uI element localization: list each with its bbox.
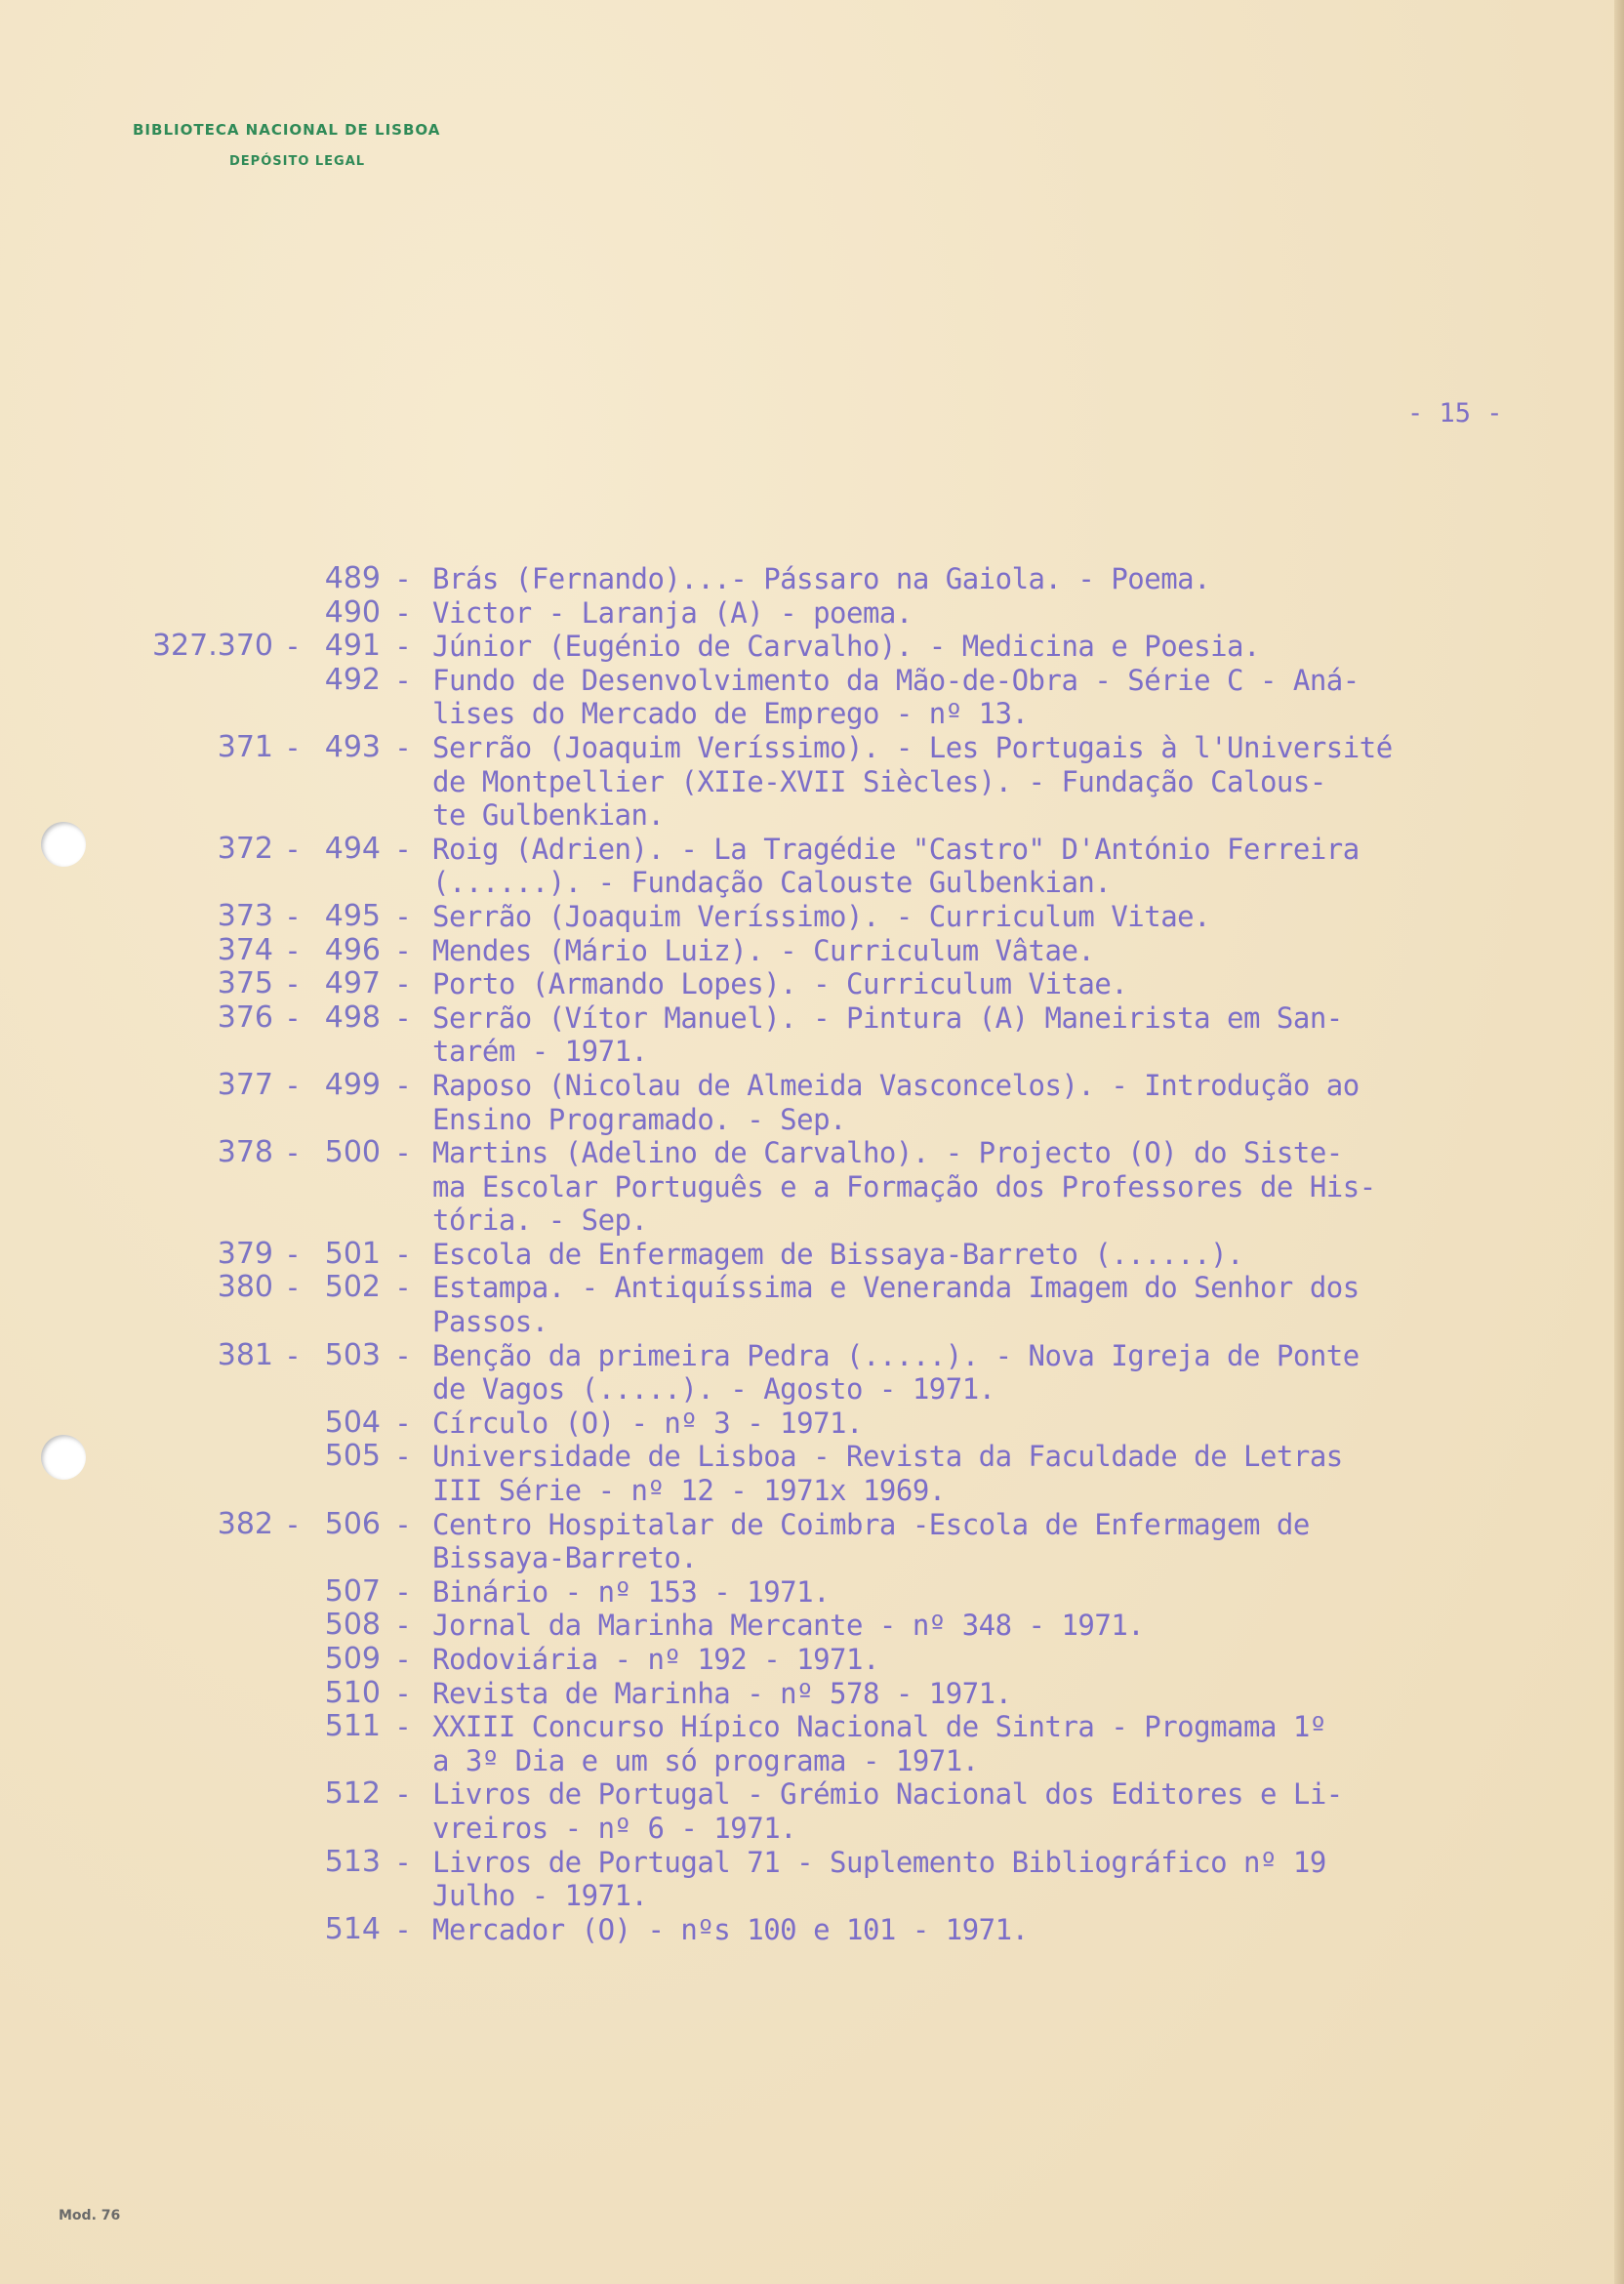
entry-first-line [0,1440,1624,1474]
catalog-entry [0,833,1624,900]
entry-old-number: 327.370 [151,629,273,664]
catalog-entry [0,1575,1624,1610]
entry-continuation-line: de Vagos (.....). - Agosto - 1971. [432,1372,995,1407]
entry-text: Mercador (O) - nºs 100 e 101 - 1971. [432,1912,1029,1946]
entry-continuation-line: tarém - 1971. [432,1035,648,1069]
entry-old-number: 373 [217,898,273,933]
entry-number: 504 [324,1405,381,1440]
catalog-entry [0,664,1624,731]
entry-separator: - [394,933,412,967]
entry-first-line [0,1710,1624,1744]
entry-separator: - [394,1845,412,1879]
catalog-entry [0,1238,1624,1272]
entry-number: 510 [324,1675,381,1710]
entry-text: Rodoviária - nº 192 - 1971. [432,1643,879,1676]
entry-text: Círculo (O) - nº 3 - 1971. [432,1406,863,1440]
entry-separator: - [394,1507,412,1541]
entry-separator: - [394,1000,412,1035]
entry-first-line [0,967,1624,1001]
entry-number: 509 [324,1642,381,1676]
entry-first-line [0,1677,1624,1711]
catalog-entry [0,1001,1624,1069]
letterhead-department: DEPÓSITO LEGAL [229,154,366,169]
entry-separator: - [394,1271,412,1305]
catalog-entry [0,1440,1624,1507]
entry-separator: - [394,595,412,630]
catalog-entry [0,900,1624,934]
entry-continuation-line: de Montpellier (XIIe-XVII Siècles). - Fundação Calous- [432,764,1326,798]
entry-separator: - [394,1237,412,1271]
entry-number: 514 [324,1911,381,1946]
entry-text: Júnior (Eugénio de Carvalho). - Medicina e Poesia. [432,630,1260,664]
entry-separator: - [394,1068,412,1102]
entry-text: Binário - nº 153 - 1971. [432,1574,831,1609]
entry-first-line [0,1913,1624,1947]
page-number: - 15 - [1407,398,1503,428]
entry-separator: - [394,1136,412,1170]
entry-old-number: 382 [217,1506,273,1541]
entry-number: 490 [324,594,381,630]
entry-number: 502 [324,1270,381,1305]
entry-number: 507 [324,1573,381,1609]
entry-number: 493 [324,729,381,764]
entry-first-line [0,1001,1624,1036]
entry-separator: - [284,730,302,764]
entry-text: Serrão (Vítor Manuel). - Pintura (A) Maneirista em San- [432,1000,1343,1035]
entry-separator: - [394,630,412,664]
entry-text: Roig (Adrien). - La Tragédie "Castro" D'António Ferreira [432,832,1360,866]
entry-text: Raposo (Nicolau de Almeida Vasconcelos). - Introdução ao [432,1068,1360,1102]
entry-continuation-line: tória. - Sep. [432,1203,648,1238]
entry-separator: - [394,562,412,595]
entry-continuation-line: ma Escolar Português e a Formação dos Professores de His- [432,1169,1376,1203]
catalog-entry [0,1271,1624,1338]
entry-old-number: 381 [217,1337,273,1372]
entry-separator: - [394,663,412,697]
catalog-entry [0,596,1624,631]
entry-old-number: 374 [217,932,273,967]
entry-text: Serrão (Joaquim Veríssimo). - Curriculum Vitae. [432,899,1211,933]
catalog-entry [0,1710,1624,1777]
entry-first-line [0,1846,1624,1880]
entry-separator: - [284,933,302,967]
entry-first-line [0,900,1624,934]
entry-separator: - [284,899,302,933]
entry-separator: - [284,1271,302,1305]
entry-text: Porto (Armando Lopes). - Curriculum Vitae. [432,967,1128,1001]
catalog-entry [0,1913,1624,1947]
entry-text: Escola de Enfermagem de Bissaya-Barreto (......). [432,1237,1244,1271]
entry-separator: - [394,899,412,933]
entry-old-number: 378 [217,1135,273,1170]
entry-text: Martins (Adelino de Carvalho). - Projecto (O) do Siste- [432,1136,1343,1170]
entry-number: 505 [324,1439,381,1474]
entry-continuation-line: lises do Mercado de Emprego - nº 13. [432,697,1029,731]
entry-separator: - [394,1777,412,1812]
entry-separator: - [394,1609,412,1643]
entry-first-line [0,596,1624,631]
entry-old-number: 380 [217,1270,273,1305]
entry-number: 496 [324,932,381,967]
entry-number: 497 [324,966,381,1001]
entry-number: 508 [324,1608,381,1643]
entry-first-line [0,1508,1624,1542]
entry-separator: - [394,1912,412,1946]
entry-number: 492 [324,662,381,697]
entry-number: 512 [324,1776,381,1812]
entry-first-line [0,1609,1624,1643]
entry-text: Victor - Laranja (A) - poema. [432,595,913,630]
catalog-entry [0,1643,1624,1677]
entry-continuation-line: a 3º Dia e um só programa - 1971. [432,1743,979,1777]
catalog-entry [0,1508,1624,1575]
catalog-entry [0,1609,1624,1643]
entry-separator: - [394,1710,412,1744]
catalog-entry [0,1069,1624,1136]
entry-separator: - [394,967,412,1001]
entry-number: 494 [324,831,381,866]
entry-first-line [0,934,1624,968]
catalog-entry [0,731,1624,833]
entry-separator: - [284,1338,302,1372]
entry-continuation-line: Passos. [432,1305,548,1339]
entry-number: 489 [324,561,381,595]
entry-first-line [0,1238,1624,1272]
catalog-entry [0,934,1624,968]
entry-separator: - [284,1507,302,1541]
entry-number: 499 [324,1067,381,1102]
entry-number: 501 [324,1236,381,1271]
entry-first-line [0,1407,1624,1441]
entry-first-line [0,731,1624,765]
entry-first-line [0,1136,1624,1170]
entry-text: Centro Hospitalar de Coimbra -Escola de Enfermagem de [432,1507,1310,1541]
entry-text: Livros de Portugal - Grémio Nacional dos Editores e Li- [432,1777,1343,1812]
entry-number: 491 [324,629,381,664]
catalog-entry [0,1677,1624,1711]
catalog-entry [0,1136,1624,1238]
entry-separator: - [284,1136,302,1170]
entry-text: Benção da primeira Pedra (.....). - Nova Igreja de Ponte [432,1338,1360,1372]
entry-old-number: 379 [217,1236,273,1271]
entry-text: Estampa. - Antiquíssima e Veneranda Imagem do Senhor dos [432,1271,1360,1305]
entry-old-number: 375 [217,966,273,1001]
entry-separator: - [284,630,302,664]
entry-number: 503 [324,1337,381,1372]
entry-first-line [0,1339,1624,1373]
catalog-entry [0,1339,1624,1407]
entry-separator: - [394,1440,412,1474]
entry-old-number: 377 [217,1067,273,1102]
entry-separator: - [284,1237,302,1271]
entry-first-line [0,1643,1624,1677]
entry-continuation-line: Bissaya-Barreto. [432,1541,698,1575]
entry-first-line [0,664,1624,698]
entry-first-line [0,1777,1624,1812]
entry-continuation-line: III Série - nº 12 - 1971x 1969. [432,1474,946,1508]
entry-number: 495 [324,898,381,933]
entry-separator: - [394,1676,412,1710]
entry-text: Livros de Portugal 71 - Suplemento Bibliográfico nº 19 [432,1845,1326,1879]
entry-first-line [0,1271,1624,1305]
letterhead [133,121,440,169]
entry-text: Revista de Marinha - nº 578 - 1971. [432,1676,1012,1710]
entry-separator: - [394,1338,412,1372]
entry-text: Universidade de Lisboa - Revista da Faculdade de Letras [432,1440,1343,1474]
entry-old-number: 372 [217,831,273,866]
entry-separator: - [284,967,302,1001]
entry-text: Brás (Fernando)...- Pássaro na Gaiola. - Poema. [432,562,1211,595]
catalog-entry [0,630,1624,664]
form-number: Mod. 76 [59,2208,121,2223]
letterhead-institution: BIBLIOTECA NACIONAL DE LISBOA [133,121,441,139]
entry-first-line [0,833,1624,867]
entry-separator: - [284,1068,302,1102]
entry-number: 506 [324,1506,381,1541]
entry-separator: - [394,1643,412,1676]
entry-text: Serrão (Joaquim Veríssimo). - Les Portugais à l'Université [432,730,1393,764]
entry-separator: - [284,832,302,866]
entry-first-line [0,562,1624,596]
entry-text: XXIII Concurso Hípico Nacional de Sintra - Progmama 1º [432,1710,1326,1744]
entry-first-line [0,1575,1624,1610]
entry-old-number: 376 [217,999,273,1035]
entry-continuation-line: (......). - Fundação Calouste Gulbenkian. [432,866,1112,900]
catalog-entry [0,967,1624,1001]
entry-number: 513 [324,1844,381,1879]
catalog-entry [0,1846,1624,1913]
entry-separator: - [394,1574,412,1609]
entry-separator: - [394,832,412,866]
entry-number: 511 [324,1709,381,1744]
entry-old-number: 371 [217,729,273,764]
entry-number: 500 [324,1135,381,1170]
entry-continuation-line: Julho - 1971. [432,1879,648,1913]
entry-separator: - [394,1406,412,1440]
catalog-entry [0,562,1624,596]
entry-separator: - [394,730,412,764]
entry-first-line [0,630,1624,664]
entry-list [0,562,1624,1946]
catalog-entry [0,1407,1624,1441]
entry-continuation-line: vreiros - nº 6 - 1971. [432,1811,797,1845]
entry-first-line [0,1069,1624,1103]
entry-continuation-line: te Gulbenkian. [432,798,665,833]
entry-number: 498 [324,999,381,1035]
entry-text: Fundo de Desenvolvimento da Mão-de-Obra - Série C - Aná- [432,663,1360,697]
catalog-entry [0,1777,1624,1845]
entry-separator: - [284,1000,302,1035]
entry-text: Mendes (Mário Luiz). - Curriculum Vâtae. [432,933,1095,967]
entry-text: Jornal da Marinha Mercante - nº 348 - 1971. [432,1609,1145,1643]
entry-continuation-line: Ensino Programado. - Sep. [432,1102,846,1136]
